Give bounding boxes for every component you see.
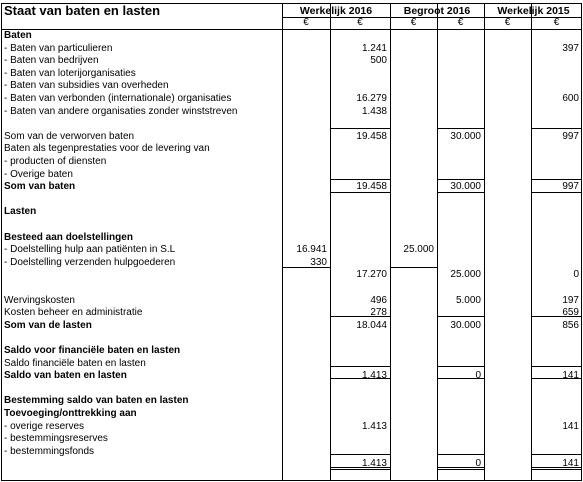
total-underline xyxy=(531,128,582,129)
row-label: - producten of diensten xyxy=(4,156,107,167)
row-value-w15: 141 xyxy=(562,370,579,382)
row-value-w: 17.270 xyxy=(356,269,387,281)
currency-label: € xyxy=(457,17,464,28)
row-value-w15: 0 xyxy=(573,269,579,281)
col-line xyxy=(531,3,532,481)
row-value-b: 0 xyxy=(475,370,481,382)
col-line xyxy=(484,3,485,481)
row-value-w: 278 xyxy=(370,307,387,319)
row-label: - Doelstelling hulp aan patiënten in S.L xyxy=(4,244,176,256)
total-underline xyxy=(437,366,484,367)
currency-label: € xyxy=(553,17,560,28)
currency-label: € xyxy=(504,17,511,28)
total-underline xyxy=(437,316,484,317)
row-value-w: 16.279 xyxy=(356,93,387,104)
row-label: - overige reserves xyxy=(4,420,85,432)
row-value-w: 496 xyxy=(370,294,387,306)
row-label: - Baten van bedrijven xyxy=(4,55,99,67)
row-label: Bestemming saldo van baten en lasten xyxy=(4,395,189,407)
header-rule xyxy=(1,29,582,30)
statement-title: Staat van baten en lasten xyxy=(4,3,161,18)
row-value-w: 1.413 xyxy=(361,458,387,470)
header-begroot-2016: Begroot 2016 xyxy=(403,5,471,17)
row-label: Toevoeging/onttrekking aan xyxy=(4,408,137,419)
row-label: Wervingskosten xyxy=(4,294,75,306)
col-line xyxy=(437,3,438,481)
row-value-ba: 25.000 xyxy=(403,244,434,256)
row-label: - Overige baten xyxy=(4,168,73,180)
row-label: Som van de lasten xyxy=(4,319,92,331)
col-line xyxy=(282,3,283,481)
total-underline xyxy=(330,179,390,180)
row-label: - Doelstelling verzenden hulpgoederen xyxy=(4,256,176,268)
row-label: Baten als tegenprestaties voor de levering van xyxy=(4,143,210,155)
total-underline xyxy=(437,469,484,470)
row-value-w15: 197 xyxy=(562,294,579,306)
total-underline xyxy=(330,467,390,468)
row-value-w: 1.241 xyxy=(361,42,387,54)
total-underline xyxy=(531,469,582,470)
total-underline xyxy=(330,192,390,193)
total-underline xyxy=(437,128,484,129)
total-underline xyxy=(330,469,390,470)
row-label: - bestemmingsreserves xyxy=(4,433,108,445)
total-underline xyxy=(437,378,484,379)
row-label: - Baten van verbonden (internationale) organisaties xyxy=(4,93,232,104)
total-underline xyxy=(531,454,582,455)
row-label: Kosten beheer en administratie xyxy=(4,307,143,319)
row-label: - Baten van loterijorganisaties xyxy=(4,67,136,79)
row-label: Besteed aan doelstellingen xyxy=(4,231,133,243)
row-value-w: 1.438 xyxy=(361,105,387,117)
row-value-w: 19.458 xyxy=(356,130,387,142)
row-value-b: 5.000 xyxy=(455,294,481,306)
row-value-w15: 997 xyxy=(562,181,579,193)
row-label: Som van baten xyxy=(4,181,76,193)
row-value-w15: 856 xyxy=(562,319,579,331)
header-werkelijk-2015: Werkelijk 2015 xyxy=(497,5,570,17)
total-underline xyxy=(330,128,390,129)
total-underline xyxy=(330,366,390,367)
row-value-b: 25.000 xyxy=(450,269,481,281)
currency-label: € xyxy=(410,17,417,28)
row-label: Saldo van baten en lasten xyxy=(4,370,127,382)
total-underline xyxy=(330,316,390,317)
row-label: Som van de verworven baten xyxy=(4,130,135,142)
total-underline xyxy=(437,192,484,193)
row-value-wa: 16.941 xyxy=(296,244,327,256)
row-label: - Baten van particulieren xyxy=(4,42,113,54)
total-underline xyxy=(531,179,582,180)
total-underline xyxy=(531,316,582,317)
total-underline xyxy=(531,467,582,468)
row-label: Saldo voor financiële baten en lasten xyxy=(4,345,181,356)
header-werkelijk-2016: Werkelijk 2016 xyxy=(299,5,373,17)
total-underline xyxy=(437,179,484,180)
row-value-w: 1.413 xyxy=(361,370,387,382)
total-underline xyxy=(531,192,582,193)
row-value-w: 19.458 xyxy=(356,181,387,193)
total-underline xyxy=(282,267,330,268)
row-value-b: 0 xyxy=(475,458,481,470)
row-value-w: 18.044 xyxy=(356,319,387,331)
row-label: - Baten van subsidies van overheden xyxy=(4,80,169,92)
total-underline xyxy=(330,378,390,379)
row-label: Lasten xyxy=(4,206,37,218)
row-label: - Baten van andere organisaties zonder winststreven xyxy=(4,105,238,117)
row-value-w15: 141 xyxy=(562,420,579,432)
total-underline xyxy=(531,366,582,367)
row-value-w15: 659 xyxy=(562,307,579,319)
col-line xyxy=(390,3,391,481)
total-underline xyxy=(390,267,437,268)
row-label: Saldo financiële baten en lasten xyxy=(4,357,146,369)
row-value-w15: 997 xyxy=(562,130,579,142)
row-value-b: 30.000 xyxy=(450,130,481,142)
col-line xyxy=(330,3,331,481)
row-value-w: 500 xyxy=(370,55,387,67)
total-underline xyxy=(437,454,484,455)
total-underline xyxy=(437,467,484,468)
row-label: - bestemmingsfonds xyxy=(4,445,95,457)
row-value-b: 30.000 xyxy=(450,319,481,331)
currency-label: € xyxy=(303,17,309,28)
row-value-w15: 141 xyxy=(562,458,579,470)
total-underline xyxy=(531,378,582,379)
row-label: Baten xyxy=(4,30,32,41)
total-underline xyxy=(330,454,390,455)
row-value-wa: 330 xyxy=(310,256,327,268)
row-value-w15: 397 xyxy=(562,42,579,54)
row-value-b: 30.000 xyxy=(450,181,481,193)
row-value-w: 1.413 xyxy=(361,420,387,432)
currency-label: € xyxy=(357,17,363,28)
row-value-w15: 600 xyxy=(562,93,579,104)
